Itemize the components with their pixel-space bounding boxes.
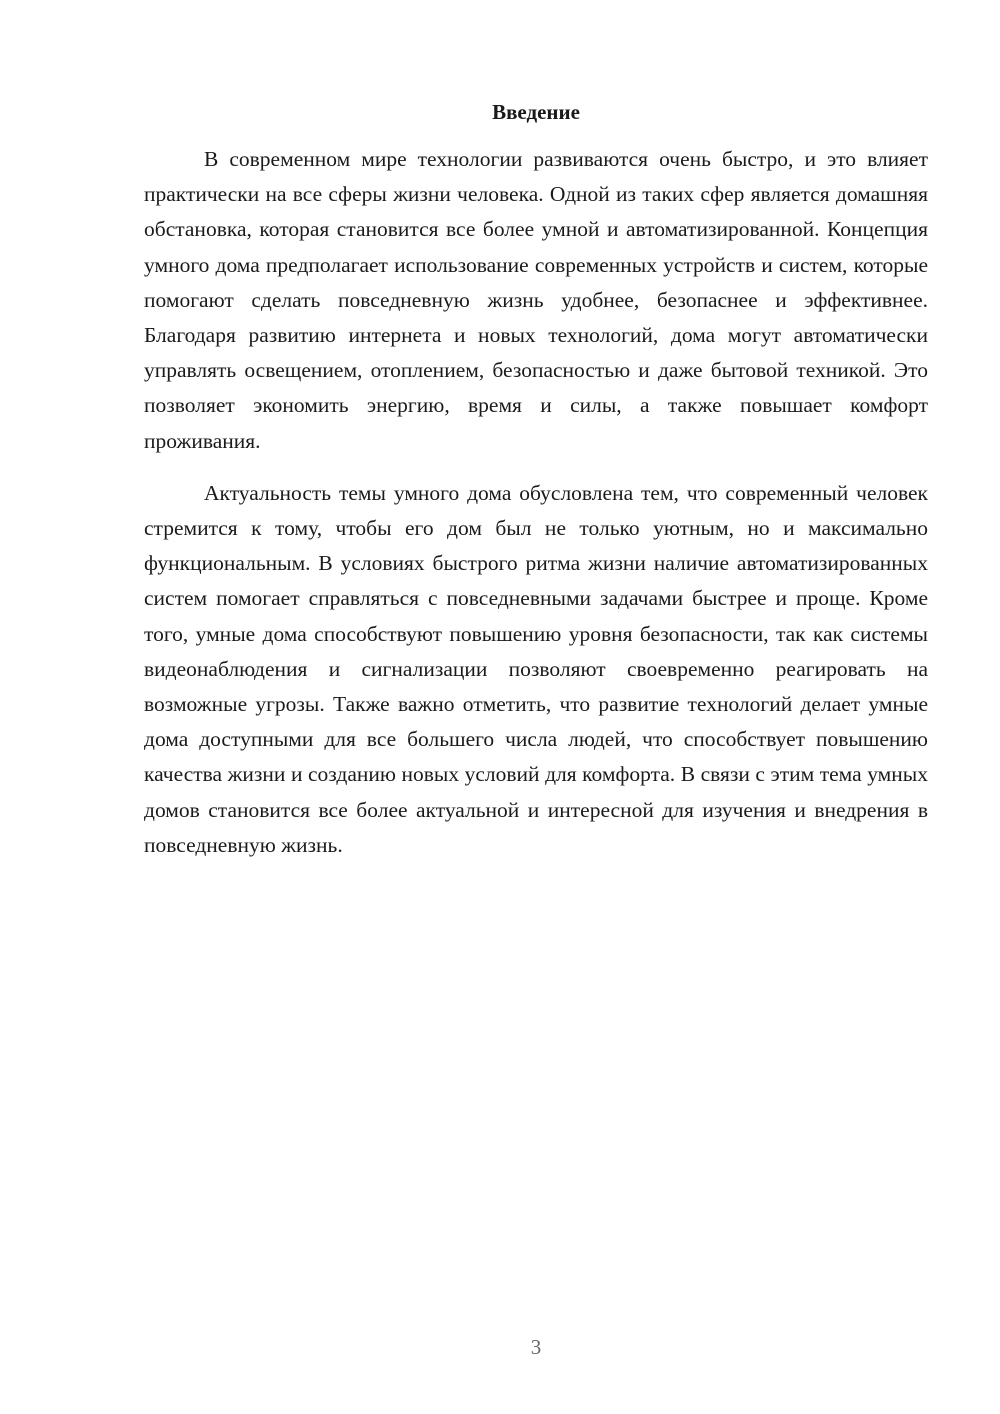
paragraph-relevance: Актуальность темы умного дома обусловлена тем, что современный человек стремится к тому, чтобы его дом был не только уютным, но и максимально функциональным. В условиях быстрого ритма жизни наличие автоматизированных систем помогает справляться с повседневными задачами быстрее и проще. Кроме того, умные дома способствуют повышению уровня безопасности, так как системы видеонаблюдения и сигнализации позволяют своевременно реагировать на возможные угрозы. Также важно отметить, что развитие технологий делает умные дома доступными для все большего числа людей, что способствует повышению качества жизни и созданию новых условий для комфорта. В связи с этим тема умных домов становится все более актуальной и интересной для изучения и внедрения в повседневную жизнь. xyxy=(144,480,928,857)
page-number: 3 xyxy=(530,1335,542,1359)
paragraph-introduction: В современном мире технологии развиваются очень быстро, и это влияет практически на все сферы жизни человека. Одной из таких сфер является домашняя обстановка, которая становится все более умной и автоматизированной. Концепция умного дома предполагает использование современных устройств и систем, которые помогают сделать повседневную жизнь удобнее, безопаснее и эффективнее. Благодаря развитию интернета и новых технологий, дома могут автоматически управлять освещением, отоплением, безопасностью и даже бытовой техникой. Это позволяет экономить энергию, время и силы, а также повышает комфорт проживания. xyxy=(144,147,928,453)
body-text xyxy=(144,142,928,863)
section-heading: Введение xyxy=(492,100,580,124)
